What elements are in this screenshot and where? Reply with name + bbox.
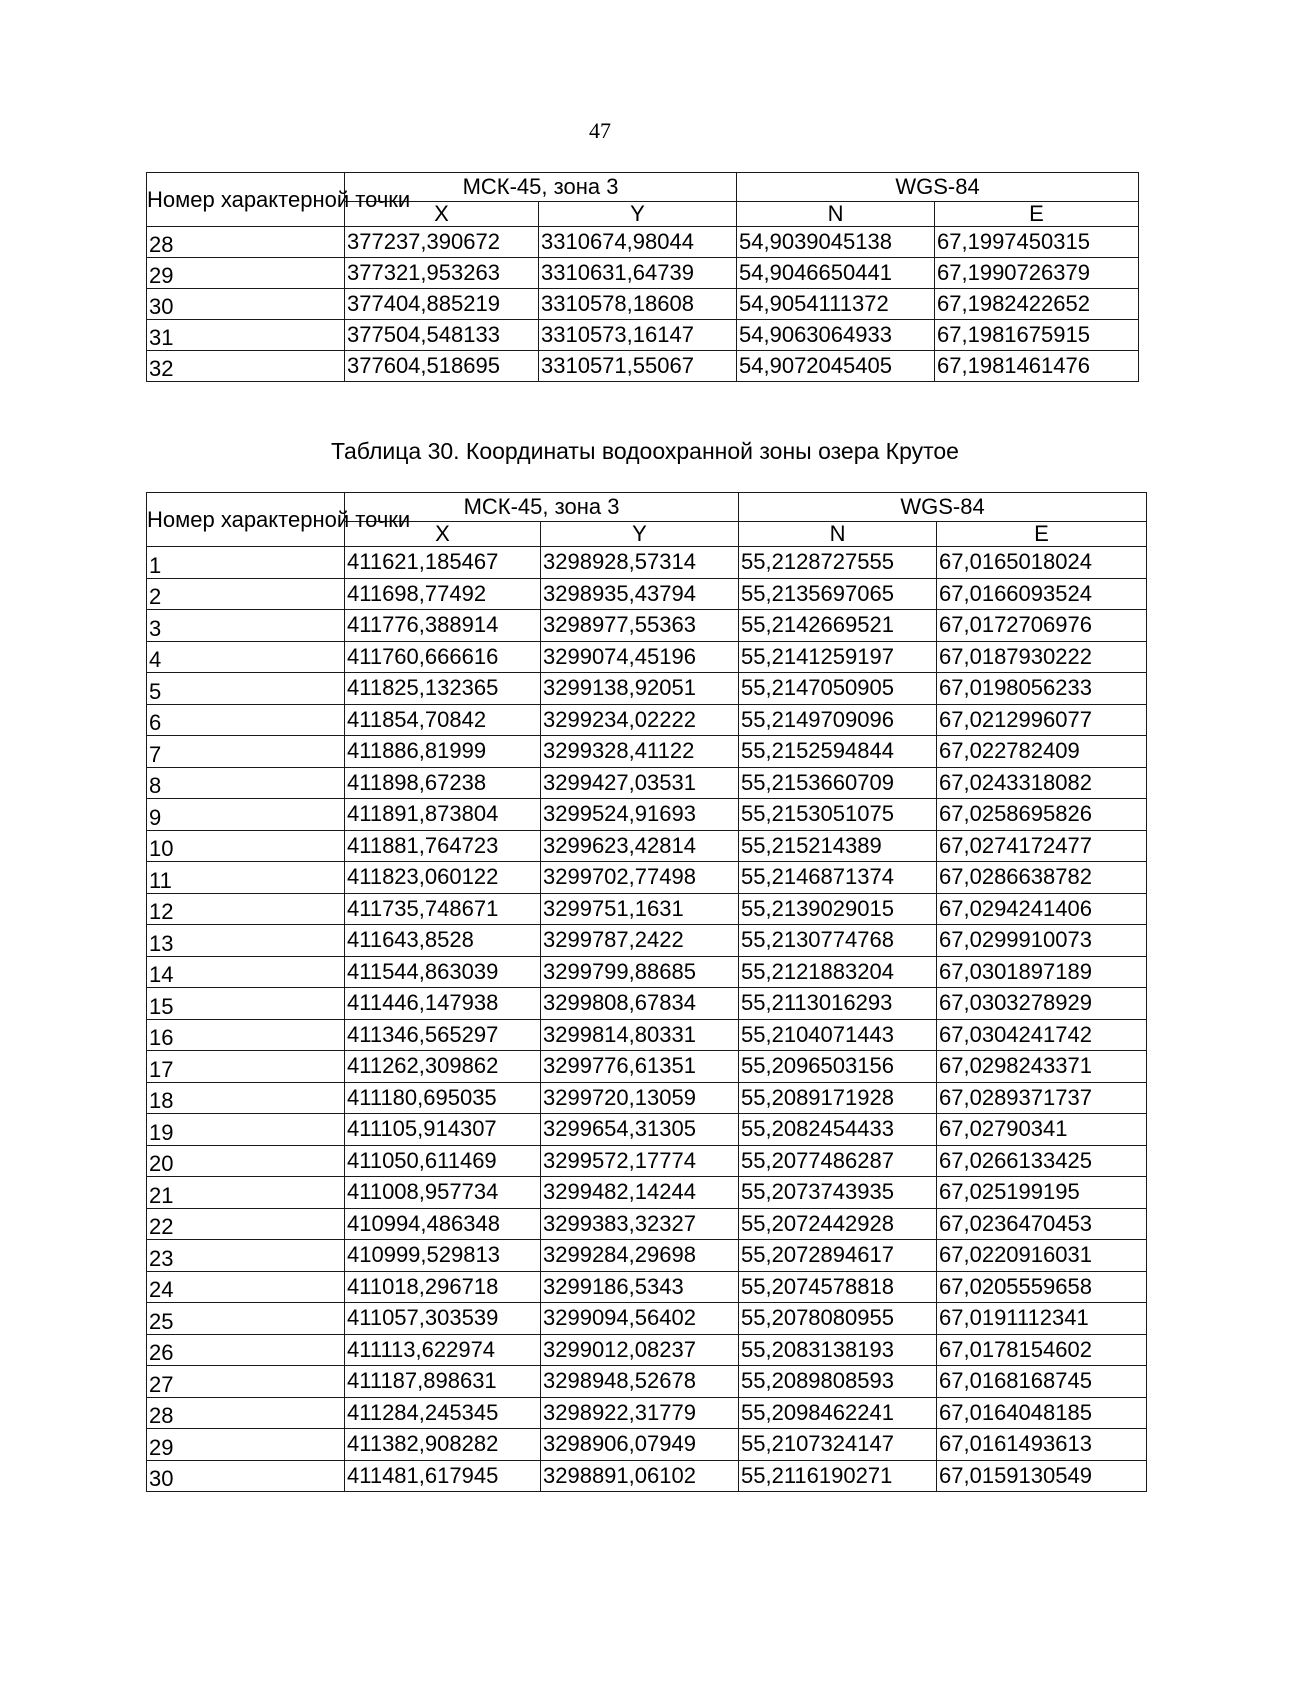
e-header: E: [937, 522, 1147, 547]
longitude-e-cell: 67,0294241406: [937, 893, 1147, 925]
longitude-e-cell: 67,0187930222: [937, 641, 1147, 673]
table-row: [147, 1334, 1147, 1366]
point-number-cell: 7: [147, 736, 345, 768]
table-row: [147, 1114, 1147, 1146]
table-row: [147, 227, 1139, 258]
y-coordinate-cell: 3299094,56402: [541, 1303, 739, 1335]
table-row: [147, 1460, 1147, 1492]
table-header-row: [147, 173, 1139, 202]
table-row: [147, 1303, 1147, 1335]
longitude-e-cell: 67,0191112341: [937, 1303, 1147, 1335]
x-coordinate-cell: 410994,486348: [345, 1208, 541, 1240]
x-coordinate-cell: 411760,666616: [345, 641, 541, 673]
table-row: [147, 1208, 1147, 1240]
x-coordinate-cell: 411898,67238: [345, 767, 541, 799]
y-coordinate-cell: 3299074,45196: [541, 641, 739, 673]
point-number-cell: 26: [147, 1334, 345, 1366]
table-row: [147, 258, 1139, 289]
longitude-e-cell: 67,1997450315: [935, 227, 1139, 258]
x-header: X: [345, 522, 541, 547]
longitude-e-cell: 67,0266133425: [937, 1145, 1147, 1177]
latitude-n-cell: 55,2098462241: [739, 1397, 937, 1429]
point-number-cell: 27: [147, 1366, 345, 1398]
longitude-e-cell: 67,0172706976: [937, 610, 1147, 642]
latitude-n-cell: 55,2096503156: [739, 1051, 937, 1083]
x-coordinate-cell: 411346,565297: [345, 1019, 541, 1051]
y-coordinate-cell: 3299284,29698: [541, 1240, 739, 1272]
longitude-e-cell: 67,025199195: [937, 1177, 1147, 1209]
latitude-n-cell: 54,9046650441: [737, 258, 935, 289]
table-row: [147, 641, 1147, 673]
latitude-n-cell: 55,2107324147: [739, 1429, 937, 1461]
latitude-n-cell: 55,2082454433: [739, 1114, 937, 1146]
latitude-n-cell: 55,2113016293: [739, 988, 937, 1020]
longitude-e-cell: 67,0178154602: [937, 1334, 1147, 1366]
table-row: [147, 289, 1139, 320]
y-coordinate-cell: 3299186,5343: [541, 1271, 739, 1303]
point-number-header: Номер характерной точки: [147, 173, 345, 227]
point-number-cell: 2: [147, 578, 345, 610]
latitude-n-cell: 55,2135697065: [739, 578, 937, 610]
x-header: X: [345, 202, 539, 227]
point-number-cell: 19: [147, 1114, 345, 1146]
longitude-e-cell: 67,0286638782: [937, 862, 1147, 894]
table-row: [147, 1145, 1147, 1177]
n-header: N: [739, 522, 937, 547]
y-header: Y: [539, 202, 737, 227]
y-coordinate-cell: 3299572,17774: [541, 1145, 739, 1177]
point-number-cell: 29: [147, 1429, 345, 1461]
coordinates-table-continued: [146, 172, 1139, 382]
table-row: [147, 1240, 1147, 1272]
table-row: [147, 547, 1147, 579]
longitude-e-cell: 67,0236470453: [937, 1208, 1147, 1240]
table-row: [147, 830, 1147, 862]
y-coordinate-cell: 3310631,64739: [539, 258, 737, 289]
point-number-cell: 16: [147, 1019, 345, 1051]
point-number-cell: 13: [147, 925, 345, 957]
table-row: [147, 673, 1147, 705]
x-coordinate-cell: 411262,309862: [345, 1051, 541, 1083]
y-coordinate-cell: 3299328,41122: [541, 736, 739, 768]
y-coordinate-cell: 3299814,80331: [541, 1019, 739, 1051]
y-coordinate-cell: 3299702,77498: [541, 862, 739, 894]
y-coordinate-cell: 3299751,1631: [541, 893, 739, 925]
x-coordinate-cell: 411284,245345: [345, 1397, 541, 1429]
x-coordinate-cell: 411382,908282: [345, 1429, 541, 1461]
longitude-e-cell: 67,0166093524: [937, 578, 1147, 610]
x-coordinate-cell: 411854,70842: [345, 704, 541, 736]
table-row: [147, 320, 1139, 351]
point-number-cell: 14: [147, 956, 345, 988]
table-row: [147, 1366, 1147, 1398]
longitude-e-cell: 67,0301897189: [937, 956, 1147, 988]
point-number-cell: 28: [147, 227, 345, 258]
x-coordinate-cell: 411057,303539: [345, 1303, 541, 1335]
latitude-n-cell: 55,2104071443: [739, 1019, 937, 1051]
y-coordinate-cell: 3299138,92051: [541, 673, 739, 705]
table-row: [147, 1019, 1147, 1051]
x-coordinate-cell: 411886,81999: [345, 736, 541, 768]
y-coordinate-cell: 3310578,18608: [539, 289, 737, 320]
x-coordinate-cell: 411891,873804: [345, 799, 541, 831]
x-coordinate-cell: 411180,695035: [345, 1082, 541, 1114]
x-coordinate-cell: 377504,548133: [345, 320, 539, 351]
latitude-n-cell: 55,2146871374: [739, 862, 937, 894]
x-coordinate-cell: 411823,060122: [345, 862, 541, 894]
msk-zone-header: МСК-45, зона 3: [345, 173, 737, 202]
y-coordinate-cell: 3299482,14244: [541, 1177, 739, 1209]
x-coordinate-cell: 411113,622974: [345, 1334, 541, 1366]
point-number-cell: 8: [147, 767, 345, 799]
wgs-header: WGS-84: [739, 493, 1147, 522]
longitude-e-cell: 67,0198056233: [937, 673, 1147, 705]
point-number-cell: 10: [147, 830, 345, 862]
latitude-n-cell: 55,2116190271: [739, 1460, 937, 1492]
y-coordinate-cell: 3299234,02222: [541, 704, 739, 736]
longitude-e-cell: 67,0168168745: [937, 1366, 1147, 1398]
x-coordinate-cell: 411643,8528: [345, 925, 541, 957]
table-caption: Таблица 30. Координаты водоохранной зоны озера Крутое: [331, 438, 959, 464]
latitude-n-cell: 55,2153051075: [739, 799, 937, 831]
water-protection-zone-table: [146, 492, 1147, 1492]
x-coordinate-cell: 411881,764723: [345, 830, 541, 862]
y-coordinate-cell: 3298977,55363: [541, 610, 739, 642]
latitude-n-cell: 54,9039045138: [737, 227, 935, 258]
table-body: [147, 547, 1147, 1492]
x-coordinate-cell: 411825,132365: [345, 673, 541, 705]
point-number-cell: 12: [147, 893, 345, 925]
latitude-n-cell: 55,2077486287: [739, 1145, 937, 1177]
y-coordinate-cell: 3298935,43794: [541, 578, 739, 610]
longitude-e-cell: 67,0164048185: [937, 1397, 1147, 1429]
table-header-row: [147, 493, 1147, 522]
point-number-cell: 15: [147, 988, 345, 1020]
point-number-cell: 18: [147, 1082, 345, 1114]
y-coordinate-cell: 3299720,13059: [541, 1082, 739, 1114]
point-number-cell: 31: [147, 320, 345, 351]
point-number-cell: 22: [147, 1208, 345, 1240]
point-number-cell: 20: [147, 1145, 345, 1177]
point-number-cell: 4: [147, 641, 345, 673]
latitude-n-cell: 54,9063064933: [737, 320, 935, 351]
x-coordinate-cell: 377237,390672: [345, 227, 539, 258]
longitude-e-cell: 67,0298243371: [937, 1051, 1147, 1083]
table-row: [147, 956, 1147, 988]
y-coordinate-cell: 3299427,03531: [541, 767, 739, 799]
latitude-n-cell: 55,2128727555: [739, 547, 937, 579]
table-row: [147, 862, 1147, 894]
latitude-n-cell: 55,2072894617: [739, 1240, 937, 1272]
y-coordinate-cell: 3299776,61351: [541, 1051, 739, 1083]
longitude-e-cell: 67,0165018024: [937, 547, 1147, 579]
table-row: [147, 767, 1147, 799]
table-row: [147, 799, 1147, 831]
table-row: [147, 1082, 1147, 1114]
longitude-e-cell: 67,1982422652: [935, 289, 1139, 320]
longitude-e-cell: 67,0274172477: [937, 830, 1147, 862]
point-number-cell: 5: [147, 673, 345, 705]
y-coordinate-cell: 3299623,42814: [541, 830, 739, 862]
x-coordinate-cell: 410999,529813: [345, 1240, 541, 1272]
point-number-cell: 3: [147, 610, 345, 642]
table-row: [147, 988, 1147, 1020]
latitude-n-cell: 55,2152594844: [739, 736, 937, 768]
latitude-n-cell: 55,2089808593: [739, 1366, 937, 1398]
y-coordinate-cell: 3299808,67834: [541, 988, 739, 1020]
point-number-cell: 30: [147, 1460, 345, 1492]
y-coordinate-cell: 3310571,55067: [539, 351, 737, 382]
wgs-header: WGS-84: [737, 173, 1139, 202]
x-coordinate-cell: 377404,885219: [345, 289, 539, 320]
latitude-n-cell: 55,2149709096: [739, 704, 937, 736]
latitude-n-cell: 55,2142669521: [739, 610, 937, 642]
longitude-e-cell: 67,0212996077: [937, 704, 1147, 736]
x-coordinate-cell: 411018,296718: [345, 1271, 541, 1303]
point-number-cell: 30: [147, 289, 345, 320]
n-header: N: [737, 202, 935, 227]
x-coordinate-cell: 411735,748671: [345, 893, 541, 925]
x-coordinate-cell: 411621,185467: [345, 547, 541, 579]
latitude-n-cell: 55,2121883204: [739, 956, 937, 988]
longitude-e-cell: 67,02790341: [937, 1114, 1147, 1146]
point-number-cell: 28: [147, 1397, 345, 1429]
longitude-e-cell: 67,1981461476: [935, 351, 1139, 382]
point-number-cell: 23: [147, 1240, 345, 1272]
point-number-cell: 6: [147, 704, 345, 736]
longitude-e-cell: 67,0159130549: [937, 1460, 1147, 1492]
table-row: [147, 925, 1147, 957]
x-coordinate-cell: 411008,957734: [345, 1177, 541, 1209]
point-number-cell: 32: [147, 351, 345, 382]
latitude-n-cell: 55,2153660709: [739, 767, 937, 799]
x-coordinate-cell: 411105,914307: [345, 1114, 541, 1146]
point-number-cell: 24: [147, 1271, 345, 1303]
table-row: [147, 1429, 1147, 1461]
longitude-e-cell: 67,0303278929: [937, 988, 1147, 1020]
longitude-e-cell: 67,1990726379: [935, 258, 1139, 289]
latitude-n-cell: 55,2072442928: [739, 1208, 937, 1240]
latitude-n-cell: 55,2141259197: [739, 641, 937, 673]
y-coordinate-cell: 3299012,08237: [541, 1334, 739, 1366]
x-coordinate-cell: 411544,863039: [345, 956, 541, 988]
point-number-cell: 9: [147, 799, 345, 831]
table-row: [147, 893, 1147, 925]
longitude-e-cell: 67,0304241742: [937, 1019, 1147, 1051]
y-coordinate-cell: 3298922,31779: [541, 1397, 739, 1429]
longitude-e-cell: 67,022782409: [937, 736, 1147, 768]
y-header: Y: [541, 522, 739, 547]
latitude-n-cell: 55,2073743935: [739, 1177, 937, 1209]
y-coordinate-cell: 3299383,32327: [541, 1208, 739, 1240]
table-row: [147, 1271, 1147, 1303]
x-coordinate-cell: 411050,611469: [345, 1145, 541, 1177]
latitude-n-cell: 54,9054111372: [737, 289, 935, 320]
x-coordinate-cell: 377604,518695: [345, 351, 539, 382]
x-coordinate-cell: 411446,147938: [345, 988, 541, 1020]
table-row: [147, 1177, 1147, 1209]
point-number-cell: 17: [147, 1051, 345, 1083]
point-number-cell: 25: [147, 1303, 345, 1335]
table-row: [147, 578, 1147, 610]
point-number-cell: 11: [147, 862, 345, 894]
x-coordinate-cell: 411698,77492: [345, 578, 541, 610]
x-coordinate-cell: 411481,617945: [345, 1460, 541, 1492]
point-number-cell: 21: [147, 1177, 345, 1209]
latitude-n-cell: 55,2074578818: [739, 1271, 937, 1303]
longitude-e-cell: 67,0258695826: [937, 799, 1147, 831]
y-coordinate-cell: 3298928,57314: [541, 547, 739, 579]
longitude-e-cell: 67,0243318082: [937, 767, 1147, 799]
y-coordinate-cell: 3299799,88685: [541, 956, 739, 988]
latitude-n-cell: 55,2078080955: [739, 1303, 937, 1335]
longitude-e-cell: 67,0205559658: [937, 1271, 1147, 1303]
y-coordinate-cell: 3298906,07949: [541, 1429, 739, 1461]
y-coordinate-cell: 3310573,16147: [539, 320, 737, 351]
longitude-e-cell: 67,1981675915: [935, 320, 1139, 351]
table-row: [147, 1397, 1147, 1429]
y-coordinate-cell: 3299524,91693: [541, 799, 739, 831]
longitude-e-cell: 67,0289371737: [937, 1082, 1147, 1114]
latitude-n-cell: 55,2130774768: [739, 925, 937, 957]
y-coordinate-cell: 3298891,06102: [541, 1460, 739, 1492]
y-coordinate-cell: 3310674,98044: [539, 227, 737, 258]
x-coordinate-cell: 411776,388914: [345, 610, 541, 642]
latitude-n-cell: 55,215214389: [739, 830, 937, 862]
longitude-e-cell: 67,0220916031: [937, 1240, 1147, 1272]
table-row: [147, 704, 1147, 736]
e-header: E: [935, 202, 1139, 227]
latitude-n-cell: 55,2083138193: [739, 1334, 937, 1366]
table-row: [147, 1051, 1147, 1083]
point-number-cell: 29: [147, 258, 345, 289]
table-row: [147, 351, 1139, 382]
longitude-e-cell: 67,0299910073: [937, 925, 1147, 957]
table-row: [147, 610, 1147, 642]
msk-zone-header: МСК-45, зона 3: [345, 493, 739, 522]
point-number-header: Номер характерной точки: [147, 493, 345, 547]
longitude-e-cell: 67,0161493613: [937, 1429, 1147, 1461]
y-coordinate-cell: 3299787,2422: [541, 925, 739, 957]
latitude-n-cell: 54,9072045405: [737, 351, 935, 382]
page-number: 47: [589, 118, 611, 143]
x-coordinate-cell: 411187,898631: [345, 1366, 541, 1398]
latitude-n-cell: 55,2147050905: [739, 673, 937, 705]
table-row: [147, 736, 1147, 768]
latitude-n-cell: 55,2089171928: [739, 1082, 937, 1114]
table-body: [147, 227, 1139, 382]
point-number-cell: 1: [147, 547, 345, 579]
y-coordinate-cell: 3299654,31305: [541, 1114, 739, 1146]
x-coordinate-cell: 377321,953263: [345, 258, 539, 289]
y-coordinate-cell: 3298948,52678: [541, 1366, 739, 1398]
latitude-n-cell: 55,2139029015: [739, 893, 937, 925]
